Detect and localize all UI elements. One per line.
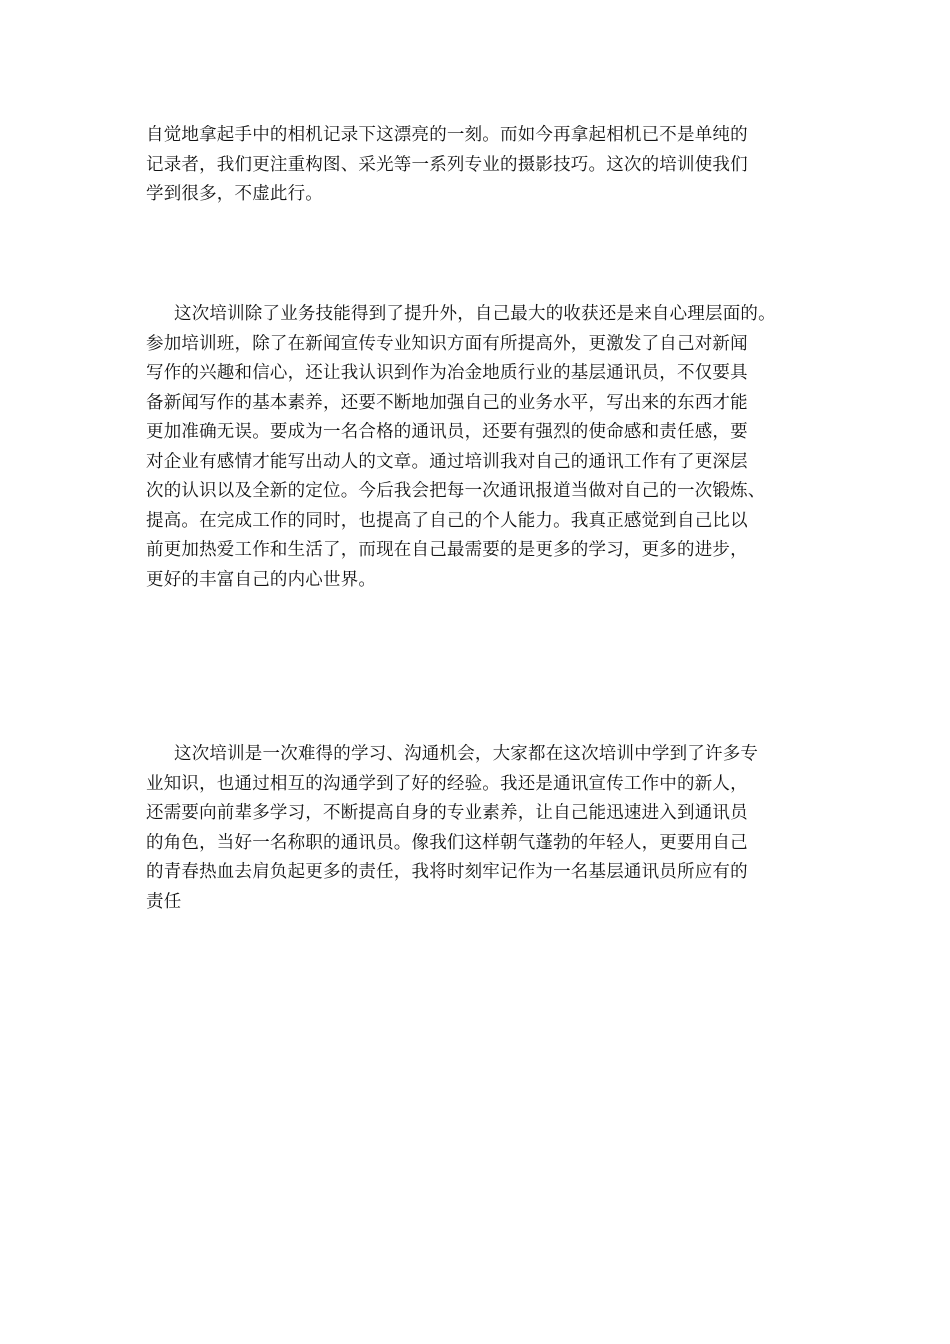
text-line: 业知识，也通过相互的沟通学到了好的经验。我还是通讯宣传工作中的新人， (146, 773, 748, 794)
text-line: 更好的丰富自己的内心世界。 (146, 569, 377, 590)
text-line: 的青春热血去肩负起更多的责任，我将时刻牢记作为一名基层通讯员所应有的 (146, 862, 748, 882)
text-line: 自觉地拿起手中的相机记录下这漂亮的一刻。而如今再拿起相机已不是单纯的 (146, 125, 748, 145)
text-line: 提高。在完成工作的同时，也提高了自己的个人能力。我真正感觉到自己比以 (146, 510, 748, 531)
paragraph-learning-opportunity (146, 740, 826, 917)
text-line: 学到很多，不虚此行。 (146, 184, 323, 204)
text-line: 还需要向前辈多学习，不断提高自身的专业素养，让自己能迅速进入到通讯员 (146, 803, 748, 823)
text-line: 对企业有感情才能写出动人的文章。通过培训我对自己的通讯工作有了更深层 (146, 451, 748, 472)
text-line: 记录者，我们更注重构图、采光等一系列专业的摄影技巧。这次的培训使我们 (146, 154, 748, 175)
text-line: 备新闻写作的基本素养，还要不断地加强自己的业务水平，写出来的东西才能 (146, 392, 748, 413)
text-line: 前更加热爱工作和生活了，而现在自己最需要的是更多的学习，更多的进步， (146, 540, 748, 560)
text-line: 的角色，当好一名称职的通讯员。像我们这样朝气蓬勃的年轻人，更要用自己 (146, 832, 748, 853)
text-line: 次的认识以及全新的定位。今后我会把每一次通讯报道当做对自己的一次锻炼、 (146, 481, 766, 501)
text-line: 参加培训班，除了在新闻宣传专业知识方面有所提高外，更激发了自己对新闻 (146, 333, 748, 354)
paragraph-camera-skills (146, 121, 826, 210)
text-line: 写作的兴趣和信心，还让我认识到作为冶金地质行业的基层通讯员，不仅要具 (146, 363, 748, 383)
paragraph-psychological-gains (146, 300, 826, 595)
text-line: 这次培训除了业务技能得到了提升外，自己最大的收获还是来自心理层面的。 (174, 304, 776, 324)
text-line: 更加准确无误。要成为一名合格的通讯员，还要有强烈的使命感和责任感，要 (146, 422, 748, 442)
text-line: 责任 (146, 891, 182, 912)
text-line: 这次培训是一次难得的学习、沟通机会，大家都在这次培训中学到了许多专 (174, 744, 759, 764)
